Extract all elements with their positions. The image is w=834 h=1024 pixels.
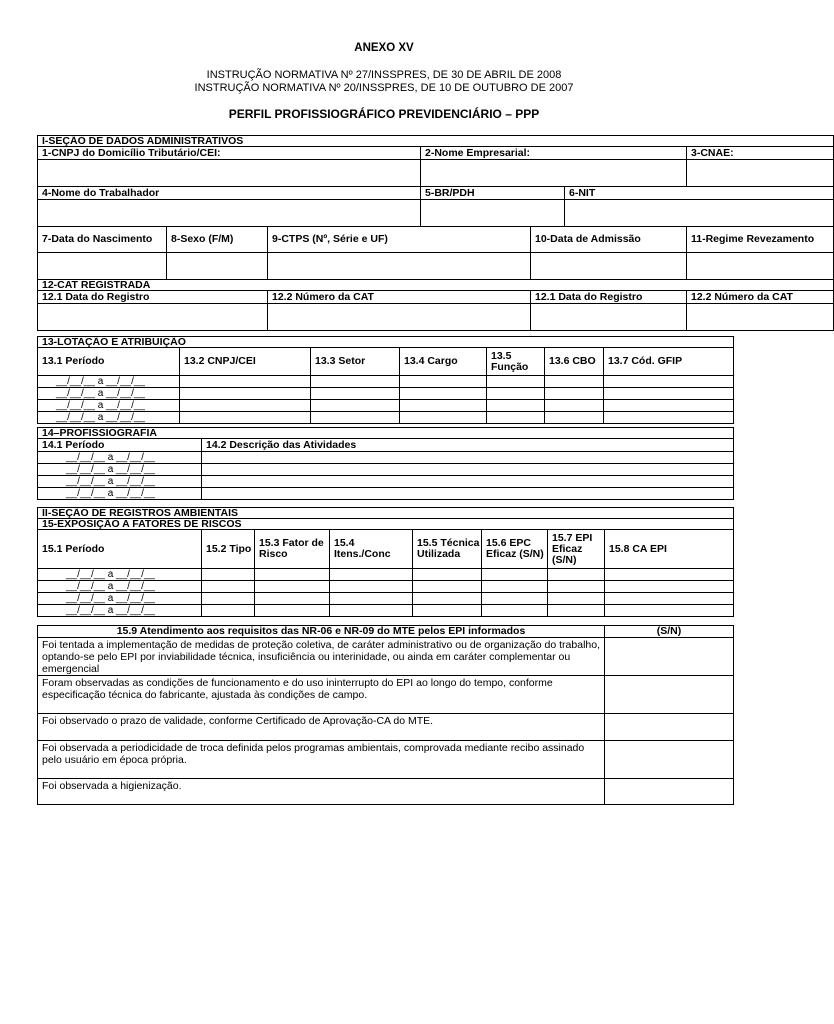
- list-item: [38, 676, 734, 714]
- label-gfip-code: 13.7 Cód. GFIP: [604, 348, 734, 376]
- label-cat-number-1: 12.2 Número da CAT: [268, 291, 531, 304]
- label-ctps: 9-CTPS (Nº, Série e UF): [268, 227, 531, 253]
- list-item: [38, 741, 734, 779]
- field-ctps[interactable]: [268, 253, 531, 280]
- period-cell[interactable]: __/__/__ a __/__/__: [38, 376, 180, 388]
- table-row: [38, 464, 734, 476]
- epi-requirements-table: [37, 625, 734, 805]
- allocation-table: [37, 336, 734, 424]
- field-cat-number-1[interactable]: [268, 304, 531, 331]
- environmental-records-table: [37, 507, 734, 617]
- period-cell[interactable]: __/__/__ a __/__/__: [38, 388, 180, 400]
- period-cell[interactable]: __/__/__ a __/__/__: [38, 605, 202, 617]
- label-epc-effective: 15.6 EPC Eficaz (S/N): [482, 530, 548, 569]
- period-cell[interactable]: __/__/__ a __/__/__: [38, 400, 180, 412]
- instruction-line-2: INSTRUÇÃO NORMATIVA Nº 20/INSSPRES, DE 10 DE OUTUBRO DE 2007: [194, 82, 574, 94]
- table-row: [38, 376, 734, 388]
- epi-sn-header: (S/N): [605, 626, 734, 638]
- label-activity-description: 14.2 Descrição das Atividades: [202, 439, 734, 452]
- label-allocation-cnpj: 13.2 CNPJ/CEI: [180, 348, 311, 376]
- label-br-pdh: 5-BR/PDH: [421, 187, 565, 200]
- epi-requirement-text: Foi observada a periodicidade de troca definida pelos programas ambientais, comprovada mediante recibo assinado pelo usuário em época própria.: [38, 741, 605, 779]
- label-cat-number-2: 12.2 Número da CAT: [687, 291, 834, 304]
- label-type: 15.2 Tipo: [202, 530, 255, 569]
- field-cat-date-1[interactable]: [38, 304, 268, 331]
- epi-requirement-text: Foi tentada a implementação de medidas de proteção coletiva, de caráter administrativo ou de organização do trabalho, optando-se pelo EPI por inviabilidade técnica, insuficiência ou interinidade, ou ainda em caráter complementar ou emergencial: [38, 638, 605, 676]
- field-sex[interactable]: [167, 253, 268, 280]
- field-admission-date[interactable]: [531, 253, 687, 280]
- epi-requirement-text: Foi observada a higienização.: [38, 779, 605, 805]
- label-company-name: 2-Nome Empresarial:: [421, 147, 687, 160]
- label-exposure-period: 15.1 Período: [38, 530, 202, 569]
- field-cat-number-2[interactable]: [687, 304, 834, 331]
- label-sex: 8-Sexo (F/M): [167, 227, 268, 253]
- field-worker-name[interactable]: [38, 200, 421, 227]
- table-row: [38, 593, 734, 605]
- label-prof-period: 14.1 Período: [38, 439, 202, 452]
- professiography-table: [37, 427, 734, 500]
- section-title-allocation: 13-LOTAÇÃO E ATRIBUIÇÃO: [38, 337, 734, 348]
- label-nit: 6-NIT: [565, 187, 834, 200]
- table-row: [38, 388, 734, 400]
- period-cell[interactable]: __/__/__ a __/__/__: [38, 412, 180, 424]
- period-cell[interactable]: __/__/__ a __/__/__: [38, 569, 202, 581]
- field-cat-date-2[interactable]: [531, 304, 687, 331]
- field-nit[interactable]: [565, 200, 834, 227]
- epi-requirement-text: Foi observado o prazo de validade, conforme Certificado de Aprovação-CA do MTE.: [38, 714, 605, 741]
- table-row: [38, 488, 734, 500]
- list-item: [38, 714, 734, 741]
- table-row: [38, 476, 734, 488]
- admin-data-table: [37, 135, 834, 331]
- field-cnae[interactable]: [687, 160, 834, 187]
- period-cell[interactable]: __/__/__ a __/__/__: [38, 452, 202, 464]
- table-row: [38, 400, 734, 412]
- table-row: [38, 581, 734, 593]
- document-title: PERFIL PROFISSIOGRÁFICO PREVIDENCIÁRIO – PPP: [228, 107, 540, 121]
- label-admission-date: 10-Data de Admissão: [531, 227, 687, 253]
- label-function: 13.5 Função: [487, 348, 545, 376]
- period-cell[interactable]: __/__/__ a __/__/__: [38, 476, 202, 488]
- label-items-conc: 15.4 Itens./Conc: [330, 530, 413, 569]
- label-risk-factor: 15.3 Fator de Risco: [255, 530, 330, 569]
- instruction-line-1: INSTRUÇÃO NORMATIVA Nº 27/INSSPRES, DE 30 DE ABRIL DE 2008: [206, 69, 562, 81]
- section-title-environmental: II-SEÇÃO DE REGISTROS AMBIENTAIS: [38, 508, 734, 519]
- period-cell[interactable]: __/__/__ a __/__/__: [38, 488, 202, 500]
- label-cbo: 13.6 CBO: [545, 348, 604, 376]
- period-cell[interactable]: __/__/__ a __/__/__: [38, 581, 202, 593]
- period-cell[interactable]: __/__/__ a __/__/__: [38, 593, 202, 605]
- label-technique: 15.5 Técnica Utilizada: [413, 530, 482, 569]
- label-allocation-period: 13.1 Período: [38, 348, 180, 376]
- field-company-name[interactable]: [421, 160, 687, 187]
- list-item: [38, 779, 734, 805]
- label-shift-regime: 11-Regime Revezamento: [687, 227, 834, 253]
- table-row: [38, 452, 734, 464]
- label-worker-name: 4-Nome do Trabalhador: [38, 187, 421, 200]
- table-row: [38, 569, 734, 581]
- label-cat-date-2: 12.1 Data do Registro: [531, 291, 687, 304]
- label-cnpj: 1-CNPJ do Domicílio Tributário/CEI:: [38, 147, 421, 160]
- field-birth-date[interactable]: [38, 253, 167, 280]
- epi-answer-field[interactable]: [605, 638, 734, 676]
- epi-answer-field[interactable]: [605, 714, 734, 741]
- period-cell[interactable]: __/__/__ a __/__/__: [38, 464, 202, 476]
- label-cat-date-1: 12.1 Data do Registro: [38, 291, 268, 304]
- section-title-cat: 12-CAT REGISTRADA: [38, 280, 834, 291]
- epi-requirements-title: 15.9 Atendimento aos requisitos das NR-06 e NR-09 do MTE pelos EPI informados: [38, 626, 605, 638]
- epi-answer-field[interactable]: [605, 779, 734, 805]
- field-shift-regime[interactable]: [687, 253, 834, 280]
- section-title-professiography: 14–PROFISSIOGRAFIA: [38, 428, 734, 439]
- label-ca-epi: 15.8 CA EPI: [605, 530, 734, 569]
- annex-title: ANEXO XV: [354, 42, 414, 54]
- list-item: [38, 638, 734, 676]
- label-cnae: 3-CNAE:: [687, 147, 834, 160]
- epi-requirement-text: Foram observadas as condições de funcionamento e do uso ininterrupto do EPI ao longo do tempo, conforme especificação técnica do fabricante, ajustada às condições de campo.: [38, 676, 605, 714]
- label-sector: 13.3 Setor: [311, 348, 400, 376]
- label-position: 13.4 Cargo: [400, 348, 487, 376]
- field-cnpj[interactable]: [38, 160, 421, 187]
- label-epi-effective: 15.7 EPI Eficaz (S/N): [548, 530, 605, 569]
- label-birth-date: 7-Data do Nascimento: [38, 227, 167, 253]
- section-title-admin: I-SEÇÃO DE DADOS ADMINISTRATIVOS: [38, 136, 834, 147]
- epi-answer-field[interactable]: [605, 741, 734, 779]
- section-title-risk-exposure: 15-EXPOSIÇÃO A FATORES DE RISCOS: [38, 519, 734, 530]
- table-row: [38, 605, 734, 617]
- field-br-pdh[interactable]: [421, 200, 565, 227]
- table-row: [38, 412, 734, 424]
- epi-answer-field[interactable]: [605, 676, 734, 714]
